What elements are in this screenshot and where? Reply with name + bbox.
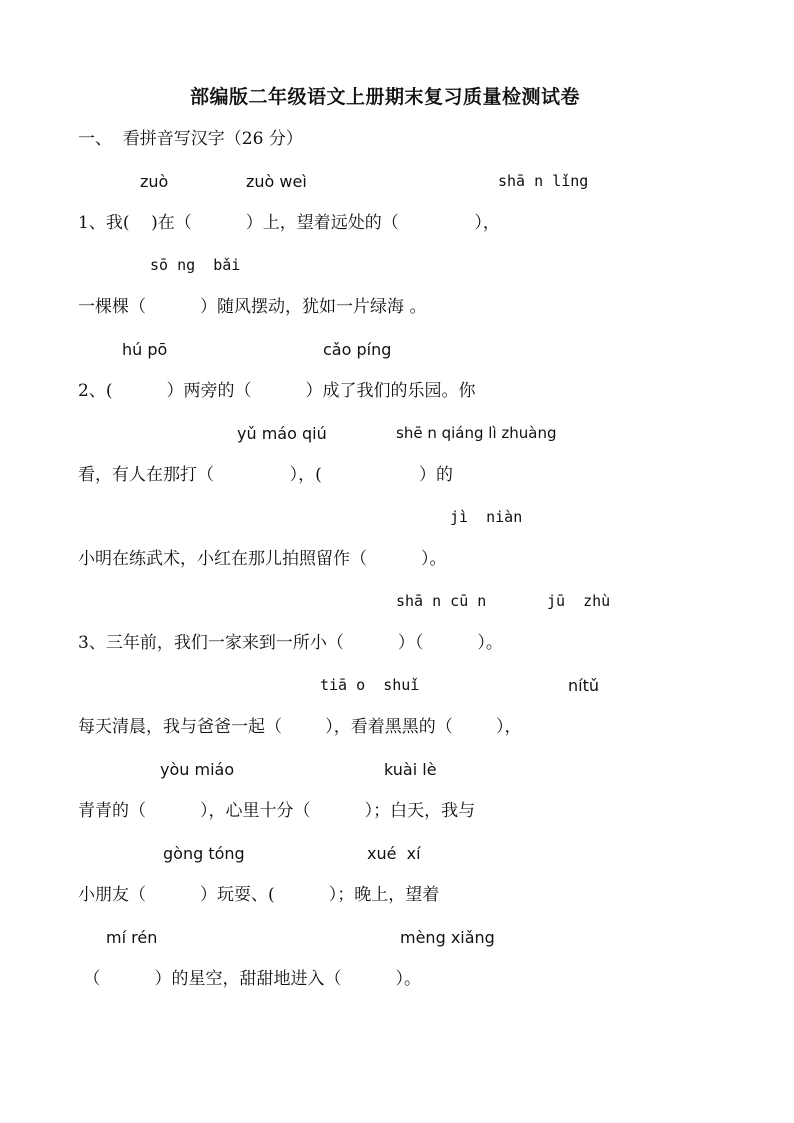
pinyin-mengxiang: mèng xiǎng <box>400 928 495 947</box>
pinyin-yumaoqiu: yǔ máo qiú <box>237 424 327 443</box>
pinyin-shancun: shā n cū n <box>396 592 487 610</box>
q2-line-3: 小明在练武术，小红在那儿拍照留作（ ）。 <box>78 549 447 569</box>
pinyin-caoping: cǎo píng <box>323 340 392 359</box>
q3-line-1: 3、三年前，我们一家来到一所小（ ）（ ）。 <box>78 633 503 653</box>
pinyin-jinian: jì niàn <box>450 508 523 526</box>
page-title: 部编版二年级语文上册期末复习质量检测试卷 <box>190 86 581 108</box>
q3-line-4: 小朋友（ ）玩耍、( ）；晚上，望着 <box>78 885 440 905</box>
section-heading: 一、 看拼音写汉字（26 分） <box>78 129 303 149</box>
q3-line-3: 青青的（ ），心里十分（ ）；白天，我与 <box>78 801 476 821</box>
q2-line-2: 看，有人在那打（ ），( ）的 <box>78 465 454 485</box>
q3-line-2: 每天清晨，我与爸爸一起（ ），看着黑黑的（ ）， <box>78 717 522 737</box>
pinyin-xuexi: xué xí <box>367 844 421 863</box>
q1-line-2: 一棵棵（ ）随风摆动，犹如一片绿海 。 <box>78 297 427 317</box>
pinyin-songbai: sō ng bǎi <box>150 256 241 274</box>
pinyin-nitu: nítǔ <box>568 676 599 695</box>
pinyin-hupo: hú pō <box>122 340 168 359</box>
q2-line-1: 2、( ）两旁的（ ）成了我们的乐园。你 <box>78 381 476 401</box>
pinyin-kuaile: kuài lè <box>384 760 437 779</box>
pinyin-gongtong: gòng tóng <box>163 844 245 863</box>
pinyin-shenqianglizhuang: shē n qiáng lì zhuàng <box>396 424 557 442</box>
pinyin-miren: mí rén <box>106 928 158 947</box>
pinyin-zuowei: zuò weì <box>246 172 307 191</box>
pinyin-juzhu: jū zhù <box>547 592 611 610</box>
pinyin-youmiao: yòu miáo <box>160 760 235 779</box>
pinyin-tiaoshui: tiā o shuǐ <box>320 676 420 694</box>
q1-line-1: 1、我( )在（ ）上，望着远处的（ ）， <box>78 213 500 233</box>
pinyin-zuo: zuò <box>140 172 169 191</box>
pinyin-shanling: shā n lǐng <box>498 172 589 190</box>
q3-line-5: （ ）的星空，甜甜地进入（ ）。 <box>78 969 421 989</box>
